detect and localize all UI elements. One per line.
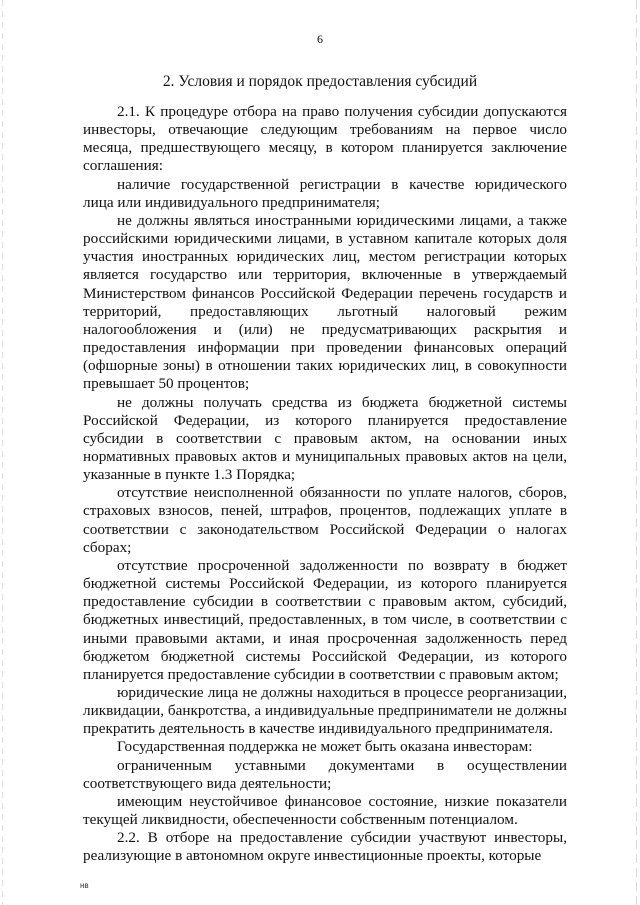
paragraph-limited-by-charter: ограниченным уставными документами в осуществлении соответствующего вида деятельности; [83, 756, 567, 792]
footer-mark: нв [80, 881, 89, 890]
paragraph-overdue-debt: отсутствие просроченной задолженности по возврату в бюджет бюджетной системы Российской Федерации, из которого планируется предоставление субсидии в соответствии с правовым актом, субсидий, бюджетных инвестиций, предоставленных, в том числе, в соответствии с иными правовыми актами, и иная просроченная задолженность перед бюджетом бюджетной системы Российской Федерации, из которого планируется предоставление субсидии в соответствии с правовым актом; [83, 556, 567, 683]
scan-edge-right [636, 0, 637, 905]
paragraph-unstable-finances: имеющим неустойчивое финансовое состояние, низкие показатели текущей ликвидности, обеспеченности собственным потенциалом. [83, 792, 567, 829]
paragraph-budget-funds: не должны получать средства из бюджета бюджетной системы Российской Федерации, из которого планируется предоставление субсидии в соответствии с правовым актом, на основании иных нормативных правовых актов и муниципальных правовых актов на цели, указанные в пункте 1.3 Порядка; [83, 393, 567, 484]
paragraph-foreign-entities: не должны являться иностранными юридическими лицами, а также российскими юридическими лицами, в уставном капитале которых доля участия иностранных юридических лиц, местом регистрации которых является государство или территория, включенные в утверждаемый Министерством финансов Российской Федерации перечень государств и территорий, предоставляющих льготный налоговый режим налогообложения и (или) не предусматривающих раскрытия и предоставления информации при проведении финансовых операций (офшорные зоны) в отношении таких юридических лиц, в совокупности превышает 50 процентов; [83, 211, 567, 393]
paragraph-2-1: 2.1. К процедуре отбора на право получения субсидии допускаются инвесторы, отвечающие следующим требованиям на первое число месяца, предшествующего месяцу, в котором планируется заключение соглашения: [83, 103, 567, 175]
scan-edge-left [2, 0, 3, 905]
body-text [83, 103, 567, 866]
paragraph-registration: наличие государственной регистрации в качестве юридического лица или индивидуального предпринимателя; [83, 175, 567, 211]
paragraph-reorganization: юридические лица не должны находиться в процессе реорганизации, ликвидации, банкротства, а индивидуальные предприниматели не должны прекратить деятельность в качестве индивидуального предпринимателя. [83, 684, 567, 738]
paragraph-support-restriction: Государственная поддержка не может быть оказана инвесторам: [117, 738, 533, 756]
paragraph-tax-obligations: отсутствие неисполненной обязанности по уплате налогов, сборов, страховых взносов, пеней, штрафов, процентов, подлежащих уплате в соответствии с законодательством Российской Федерации о налогах сборах; [83, 484, 567, 556]
section-title: 2. Условия и порядок предоставления субсидий [162, 73, 478, 90]
paragraph-2-2: 2.2. В отборе на предоставление субсидии участвуют инвесторы, реализующие в автономном округе инвестиционные проекты, которые [83, 829, 567, 865]
page-number: 6 [317, 32, 323, 46]
